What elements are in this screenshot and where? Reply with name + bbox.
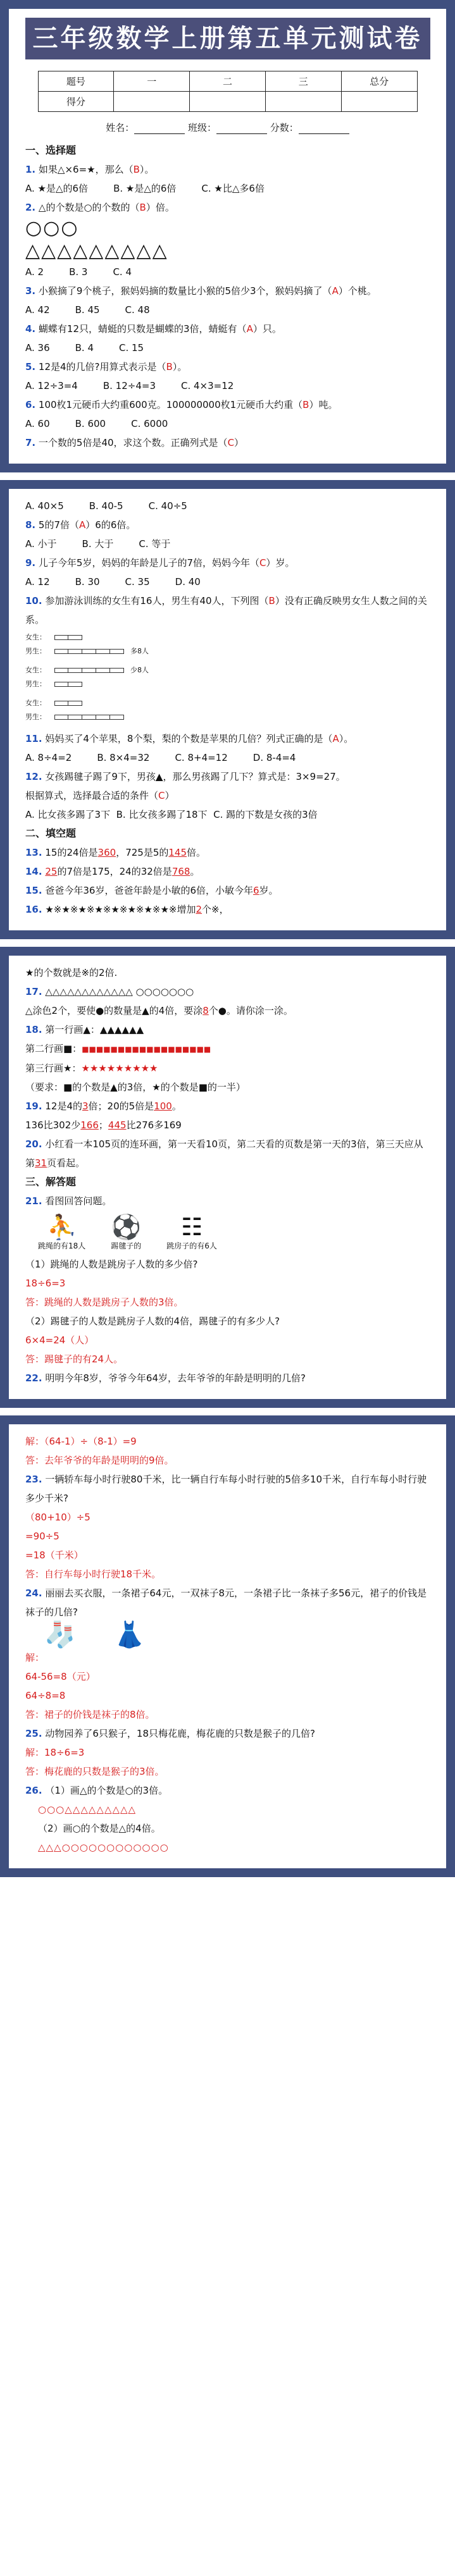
answer: 145 bbox=[168, 847, 187, 858]
solution: 解：（64-1）÷（8-1）=9 bbox=[25, 1436, 137, 1447]
question-text: 妈妈买了4个苹果，8个梨，梨的个数是苹果的几倍？列式正确的是（ bbox=[45, 733, 333, 744]
question-20 bbox=[25, 1135, 430, 1173]
shape-answer bbox=[25, 1800, 430, 1819]
score-header-cell: 总分 bbox=[341, 71, 417, 92]
question-number: 24. bbox=[25, 1587, 42, 1599]
question-number: 6. bbox=[25, 399, 36, 410]
question-number: 13. bbox=[25, 847, 42, 858]
options bbox=[25, 572, 430, 591]
question-text: 个●。请你涂一涂。 bbox=[208, 1005, 293, 1016]
question-text: ）个桃。 bbox=[338, 285, 377, 297]
option: C. 4 bbox=[113, 266, 132, 278]
boys-label: 男生： bbox=[25, 713, 46, 721]
answer: B bbox=[166, 361, 173, 373]
answer: B bbox=[268, 595, 275, 607]
option: C. 15 bbox=[119, 342, 144, 354]
figure-caption: 踢毽子的 bbox=[111, 1242, 142, 1250]
question-number: 14. bbox=[25, 866, 42, 877]
options bbox=[25, 179, 430, 198]
question-7 bbox=[25, 433, 430, 452]
question-text: 比276多169 bbox=[126, 1119, 182, 1131]
question-text: ）只。 bbox=[252, 323, 282, 335]
question-13 bbox=[25, 843, 430, 862]
question-number: 7. bbox=[25, 437, 36, 448]
answer: A bbox=[79, 519, 86, 531]
question-number: 8. bbox=[25, 519, 36, 531]
option: A. 8÷4=2 bbox=[25, 752, 72, 763]
option: D. 8-4=4 bbox=[252, 752, 296, 763]
question-2 bbox=[25, 198, 430, 217]
question-16-cont: ★的个数就是※的2倍. bbox=[25, 967, 118, 978]
student-info-line bbox=[25, 118, 430, 137]
question-text: ） bbox=[165, 790, 175, 801]
question-5 bbox=[25, 357, 430, 376]
answer: 166 bbox=[80, 1119, 99, 1131]
question-number: 16. bbox=[25, 904, 42, 915]
question-text: 丽丽去买衣服，一条裙子64元，一双袜子8元，一条裙子比一条袜子多56元，裙子的价钱是袜子的几倍? bbox=[25, 1587, 427, 1618]
section-heading: 三、解答题 bbox=[25, 1176, 77, 1188]
question-number: 21. bbox=[25, 1195, 42, 1207]
question-text: 一个数的5倍是40，求这个数。正确列式是（ bbox=[38, 437, 228, 448]
question-23 bbox=[25, 1470, 430, 1508]
question-text: ）6的6倍。 bbox=[85, 519, 136, 531]
question-text: 个※， bbox=[202, 904, 229, 915]
boys-label: 男生： bbox=[25, 680, 46, 688]
options bbox=[25, 805, 430, 824]
question-text: △涂色2个，要使●的数量是▲的4倍，要涂 bbox=[25, 1005, 203, 1016]
name-label: 姓名： bbox=[106, 122, 135, 133]
line-diagram-b bbox=[25, 663, 430, 691]
section-heading: 二、填空题 bbox=[25, 827, 77, 839]
solution-answer: 答：梅花鹿的只数是猴子的3倍。 bbox=[25, 1766, 165, 1777]
question-text: 12是4的几倍?用算式表示是（ bbox=[38, 361, 166, 373]
solution: 6×4=24（人） bbox=[25, 1334, 94, 1346]
row-label: 第三行画★： bbox=[25, 1063, 82, 1074]
question-text: 5的7倍（ bbox=[38, 519, 80, 531]
question-10 bbox=[25, 591, 430, 629]
options bbox=[25, 376, 430, 395]
question-text: 看图回答问题。 bbox=[45, 1195, 112, 1207]
question-number: 10. bbox=[25, 595, 42, 607]
answer: C bbox=[158, 790, 165, 801]
option: C. ★比△多6倍 bbox=[201, 183, 265, 194]
score-header-cell: 三 bbox=[265, 71, 341, 92]
question-22 bbox=[25, 1369, 430, 1388]
question-6 bbox=[25, 395, 430, 414]
option: B. 45 bbox=[75, 304, 100, 316]
option: C. 48 bbox=[125, 304, 150, 316]
answer: B bbox=[302, 399, 309, 410]
options bbox=[25, 534, 430, 553]
section-heading: 一、选择题 bbox=[25, 144, 77, 156]
question-text: ）。 bbox=[172, 361, 187, 373]
score-header-cell: 题号 bbox=[38, 71, 114, 92]
question-12 bbox=[25, 767, 430, 786]
answer: 445 bbox=[108, 1119, 127, 1131]
option: C. 等于 bbox=[139, 538, 171, 550]
answer: 6 bbox=[253, 885, 259, 896]
option: A. 36 bbox=[25, 342, 50, 354]
option: B. 大于 bbox=[82, 538, 114, 550]
score-header-cell: 二 bbox=[190, 71, 266, 92]
answer: A bbox=[246, 323, 253, 335]
score-table bbox=[38, 71, 418, 112]
question-number: 22. bbox=[25, 1372, 42, 1384]
page-4 bbox=[0, 1415, 455, 1877]
question-text: 。 bbox=[171, 1100, 182, 1112]
question-19 bbox=[25, 1097, 430, 1116]
question-text: ）吨。 bbox=[309, 399, 338, 410]
score-cell[interactable] bbox=[190, 92, 266, 112]
sub-question: （1）跳绳的人数是跳房子人数的多少倍? bbox=[25, 1259, 198, 1270]
answer: 100 bbox=[154, 1100, 172, 1112]
jump-rope-icon: ⛹ bbox=[46, 1213, 77, 1241]
solution-answer: 答：裙子的价钱是袜子的8倍。 bbox=[25, 1709, 155, 1720]
illustration-row bbox=[38, 1213, 430, 1251]
page-title: 三年级数学上册第五单元测试卷 bbox=[25, 18, 430, 59]
question-number: 3. bbox=[25, 285, 36, 297]
triangle-icon: ▲ bbox=[155, 771, 163, 782]
question-18 bbox=[25, 1020, 430, 1039]
answer: A bbox=[332, 733, 339, 744]
answer: 2 bbox=[196, 904, 203, 915]
option: A. 60 bbox=[25, 418, 50, 429]
shape-answer bbox=[25, 1838, 430, 1857]
question-3 bbox=[25, 281, 430, 300]
answer: B bbox=[139, 202, 146, 213]
question-text: 一辆轿车每小时行驶80千米，比一辆自行车每小时行驶的5倍多10千米，自行车每小时行驶多少千米? bbox=[25, 1474, 427, 1504]
score-cell[interactable] bbox=[114, 92, 190, 112]
question-number: 2. bbox=[25, 202, 36, 213]
answer: C bbox=[259, 557, 266, 569]
options bbox=[25, 414, 430, 433]
question-text: ）倍。 bbox=[146, 202, 175, 213]
question-text: ）。 bbox=[139, 164, 154, 175]
question-text: 根据算式，选择最合适的条件（ bbox=[25, 790, 159, 801]
question-text: △的个数是○的个数的（ bbox=[38, 202, 140, 213]
option: C. 8+4=12 bbox=[175, 752, 228, 763]
solution: =90÷5 bbox=[25, 1531, 59, 1542]
question-18-row2 bbox=[25, 1039, 430, 1059]
question-text: 的7倍是175，24的32倍是 bbox=[57, 866, 172, 877]
question-15 bbox=[25, 881, 430, 900]
option: C. 40÷5 bbox=[148, 500, 187, 512]
option: B. ★是△的6倍 bbox=[113, 183, 177, 194]
question-17 bbox=[25, 982, 430, 1001]
star-row: ★★★★★★★★★ bbox=[81, 1063, 158, 1074]
question-number: 18. bbox=[25, 1024, 42, 1035]
question-text: 动物园养了6只猴子，18只梅花鹿，梅花鹿的只数是猴子的几倍? bbox=[45, 1728, 315, 1739]
solution-answer: 答：踢毽子的有24人。 bbox=[25, 1353, 123, 1365]
answer: 360 bbox=[97, 847, 116, 858]
question-19-line2 bbox=[25, 1116, 430, 1135]
answer: A bbox=[332, 285, 339, 297]
question-number: 15. bbox=[25, 885, 42, 896]
options bbox=[25, 748, 430, 767]
question-text: 女孩踢毽子踢了9下，男孩 bbox=[45, 771, 156, 782]
question-24 bbox=[25, 1584, 430, 1622]
question-number: 12. bbox=[25, 771, 42, 782]
line-diagram-c bbox=[25, 696, 430, 724]
solution: 64-56=8（元） bbox=[25, 1671, 96, 1682]
shape-figure: △△△△△△△△△△△△ ○○○○○○○ bbox=[45, 986, 194, 997]
girls-label: 女生： bbox=[25, 633, 46, 641]
question-16 bbox=[25, 900, 430, 919]
options bbox=[25, 496, 430, 515]
option: A. ★是△的6倍 bbox=[25, 183, 89, 194]
solution: 18÷6=3 bbox=[25, 1278, 66, 1289]
question-25 bbox=[25, 1724, 430, 1743]
option: A. 12 bbox=[25, 576, 50, 588]
shuttlecock-figure bbox=[111, 1213, 141, 1251]
score-label: 分数： bbox=[270, 122, 299, 133]
question-9 bbox=[25, 553, 430, 572]
question-text: ，725是5的 bbox=[116, 847, 169, 858]
jump-rope-figure bbox=[38, 1213, 85, 1251]
girls-label: 女生： bbox=[25, 666, 46, 674]
question-number: 1. bbox=[25, 164, 36, 175]
option: A. 40×5 bbox=[25, 500, 64, 512]
option: B. 比女孩多踢了18下 bbox=[116, 809, 208, 820]
figure-caption: 跳绳的有18人 bbox=[38, 1242, 86, 1250]
question-17-text bbox=[25, 1001, 430, 1020]
question-number: 19. bbox=[25, 1100, 42, 1112]
question-text: ） bbox=[234, 437, 244, 448]
question-number: 5. bbox=[25, 361, 36, 373]
question-text: ★※★※★※★※★※★※★※★※增加 bbox=[45, 904, 196, 915]
question-12-condition bbox=[25, 786, 430, 805]
question-text: 136比302少 bbox=[25, 1119, 81, 1131]
girls-label: 女生： bbox=[25, 699, 46, 707]
option: A. 2 bbox=[25, 266, 44, 278]
option: A. 比女孩多踢了3下 bbox=[25, 809, 111, 820]
option: A. 12÷3=4 bbox=[25, 380, 78, 391]
sub-question: （1）画△的个数是○的3倍。 bbox=[45, 1785, 168, 1796]
question-number: 25. bbox=[25, 1728, 42, 1739]
answer: B bbox=[133, 164, 140, 175]
question-8 bbox=[25, 515, 430, 534]
figure-caption: 跳房子的有6人 bbox=[166, 1242, 217, 1250]
answer: 31 bbox=[35, 1157, 47, 1169]
solution: 解：18÷6=3 bbox=[25, 1747, 85, 1758]
score-blank[interactable] bbox=[299, 123, 349, 134]
question-11 bbox=[25, 729, 430, 748]
solution-answer: 答：自行车每小时行驶18千米。 bbox=[25, 1568, 161, 1580]
question-text: 儿子今年5岁，妈妈的年龄是儿子的7倍，妈妈今年（ bbox=[38, 557, 260, 569]
solution: 解： bbox=[25, 1652, 45, 1663]
question-number: 20. bbox=[25, 1138, 42, 1150]
question-text: ）没有正确反映男女生人数之间的关系。 bbox=[25, 595, 427, 626]
question-18-row3 bbox=[25, 1059, 430, 1078]
row-label: 第一行画▲： bbox=[45, 1024, 100, 1035]
solution: （80+10）÷5 bbox=[25, 1512, 90, 1523]
question-text: 12是4的 bbox=[45, 1100, 82, 1112]
question-text: 爸爸今年36岁，爸爸年龄是小敏的6倍，小敏今年 bbox=[45, 885, 253, 896]
option: A. 42 bbox=[25, 304, 50, 316]
question-number: 4. bbox=[25, 323, 36, 335]
question-14 bbox=[25, 862, 430, 881]
question-text: 蝴蝶有12只，蜻蜓的只数是蝴蝶的3倍，蜻蜓有（ bbox=[38, 323, 247, 335]
socks-icon: 🧦 bbox=[44, 1620, 76, 1649]
question-18-req: （要求：■的个数是▲的3倍，★的个数是■的一半） bbox=[25, 1082, 246, 1093]
question-21 bbox=[25, 1192, 430, 1211]
square-row: ■■■■■■■■■■■■■■■■■■ bbox=[82, 1045, 211, 1054]
question-text: 小红看一本105页的连环画，第一天看10页，第二天看的页数是第一天的3倍，第三天应从第 bbox=[25, 1138, 423, 1169]
hopscotch-icon: ☷ bbox=[181, 1213, 203, 1241]
solution: 64÷8=8 bbox=[25, 1690, 66, 1701]
question-number: 11. bbox=[25, 733, 42, 744]
option: B. 12÷4=3 bbox=[103, 380, 156, 391]
option: A. 小于 bbox=[25, 538, 57, 550]
option: C. 35 bbox=[125, 576, 150, 588]
question-text: 倍；20的5倍是 bbox=[88, 1100, 154, 1112]
options bbox=[25, 338, 430, 357]
question-text: 倍。 bbox=[187, 847, 206, 858]
answer: 768 bbox=[171, 866, 190, 877]
diagram-label: 少8人 bbox=[130, 666, 149, 674]
question-number: 26. bbox=[25, 1785, 42, 1796]
class-label: 班级： bbox=[187, 122, 216, 133]
option: D. 40 bbox=[175, 576, 201, 588]
option: B. 8×4=32 bbox=[97, 752, 150, 763]
page-2 bbox=[0, 480, 455, 939]
question-26 bbox=[25, 1781, 430, 1800]
option: B. 3 bbox=[69, 266, 88, 278]
page-3 bbox=[0, 947, 455, 1408]
question-text: ； bbox=[98, 1119, 108, 1131]
shuttlecock-icon: ⚽ bbox=[111, 1213, 141, 1241]
triangle-row: ▲▲▲▲▲▲ bbox=[99, 1024, 144, 1035]
question-text: 小猴摘了9个桃子，猴妈妈摘的数量比小猴的5倍少3个，猴妈妈摘了（ bbox=[38, 285, 332, 297]
boys-label: 男生： bbox=[25, 647, 46, 655]
question-text: ）岁。 bbox=[266, 557, 295, 569]
row-label: 第二行画■： bbox=[25, 1043, 82, 1054]
question-text: 参加游泳训练的女生有16人，男生有40人，下列图（ bbox=[45, 595, 269, 607]
question-text: 。 bbox=[190, 866, 200, 877]
question-number: 23. bbox=[25, 1474, 42, 1485]
shape-figure: ○○○△△△△△△△△△ bbox=[38, 1804, 137, 1815]
option: B. 4 bbox=[75, 342, 94, 354]
page-1 bbox=[0, 0, 455, 472]
answer: 3 bbox=[82, 1100, 89, 1112]
solution-answer: 答：去年爷爷的年龄是明明的9倍。 bbox=[25, 1455, 174, 1466]
answer: 25 bbox=[45, 866, 58, 877]
answer: C bbox=[227, 437, 235, 448]
question-text: 页看起。 bbox=[47, 1157, 85, 1169]
hopscotch-figure bbox=[166, 1213, 217, 1251]
option: B. 30 bbox=[75, 576, 100, 588]
question-1 bbox=[25, 160, 430, 179]
diagram-label: 多8人 bbox=[130, 647, 149, 655]
name-blank[interactable] bbox=[134, 123, 185, 134]
options bbox=[25, 262, 430, 281]
sub-question: （2）踢毽子的人数是跳房子人数的4倍，踢毽子的有多少人? bbox=[25, 1316, 280, 1327]
answer: 8 bbox=[203, 1005, 209, 1016]
score-cell[interactable] bbox=[265, 92, 341, 112]
question-text: 100枚1元硬币大约重600克。100000000枚1元硬币大约重（ bbox=[38, 399, 303, 410]
sub-question: （2）画○的个数是△的4倍。 bbox=[38, 1823, 161, 1834]
line-diagram-a bbox=[25, 631, 430, 658]
class-blank[interactable] bbox=[216, 123, 267, 134]
shape-figure: ○○○ △△△△△△△△△ bbox=[25, 217, 168, 262]
question-number: 9. bbox=[25, 557, 36, 569]
question-number: 17. bbox=[25, 986, 42, 997]
score-row-label: 得分 bbox=[38, 92, 114, 112]
score-cell[interactable] bbox=[341, 92, 417, 112]
item-illustrations bbox=[44, 1620, 430, 1649]
option: B. 600 bbox=[75, 418, 106, 429]
skirt-icon: 👗 bbox=[113, 1620, 146, 1649]
option: C. 6000 bbox=[131, 418, 168, 429]
option: B. 40-5 bbox=[89, 500, 123, 512]
shape-figure: △△△○○○○○○○○○○○○ bbox=[38, 1842, 169, 1853]
question-text: ，那么男孩踢了几下？算式是：3×9=27。 bbox=[163, 771, 346, 782]
option: C. 4×3=12 bbox=[181, 380, 234, 391]
solution: =18（千米） bbox=[25, 1550, 84, 1561]
question-text: 15的24倍是 bbox=[45, 847, 98, 858]
question-text: 岁。 bbox=[259, 885, 278, 896]
question-text: 明明今年8岁，爷爷今年64岁，去年爷爷的年龄是明明的几倍? bbox=[45, 1372, 306, 1384]
solution-answer: 答：跳绳的人数是跳房子人数的3倍。 bbox=[25, 1297, 184, 1308]
score-header-cell: 一 bbox=[114, 71, 190, 92]
question-text: ）。 bbox=[339, 733, 354, 744]
option: C. 踢的下数是女孩的3倍 bbox=[213, 809, 318, 820]
question-text: 如果△×6=★，那么（ bbox=[38, 164, 134, 175]
question-4 bbox=[25, 319, 430, 338]
options bbox=[25, 300, 430, 319]
